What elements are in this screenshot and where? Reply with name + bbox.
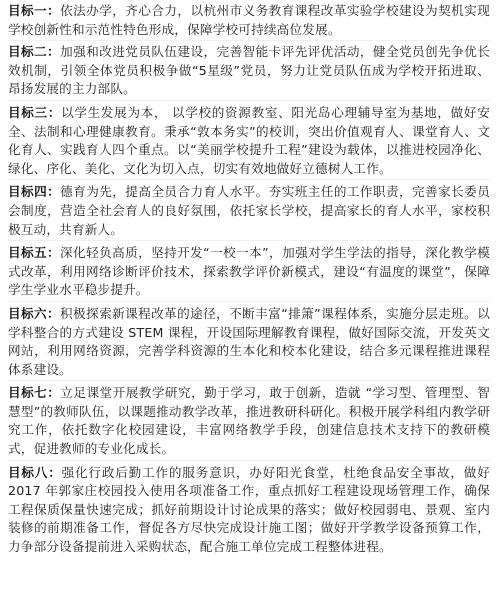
goal-6-text: 积极探索新课程改革的途径，不断丰富“排箫”课程体系，实施分层走班。以学科整合的方式建设 STEM 课程，开设国际理解教育课程，做好国际交流，开发英文网站，利用网络资源，完善学科资源的生本化和校本化建设，结合多元课程推进课程体系建设。 [8, 305, 490, 377]
goal-5 [8, 244, 490, 302]
goal-4-text: 德育为先，提高全员合力育人水平。夯实班主任的工作职责，完善家长委员会制度，营造全社会育人的良好氛围，依托家长学校，提高家长的育人水平，家校积极互动，共育新人。 [8, 184, 490, 237]
goal-1 [8, 2, 490, 41]
goal-4-label: 目标四： [8, 184, 61, 200]
goal-3-label: 目标三： [8, 104, 62, 120]
goal-8-label: 目标八： [8, 464, 62, 480]
goal-6 [8, 305, 490, 381]
goal-5-label: 目标五： [8, 245, 61, 261]
goal-8 [8, 464, 490, 558]
goal-4 [8, 183, 490, 241]
goal-8-text: 强化行政后勤工作的服务意识，办好阳光食堂，杜绝食品安全事故，做好 2017 年郭家庄校园投入使用各项准备工作，重点抓好工程建设现场管理工作，确保工程保质保量快速完成；抓好前期设计讨论成果的落实；做好校园弱电、景观、室内装修的前期准备工作，督促各方尽快完成设计施工图；做好开学教学设备预算工作，力争部分设备提前进入采购状态，配合施工单位完成工程整体进程。 [8, 464, 490, 555]
goal-5-text: 深化轻负高质，坚持开发“一校一本”，加强对学生学法的指导，深化教学模式改革，利用网络诊断评价技术，探索教学评价新模式，建设“有温度的课堂”，保障学生学业水平稳步提升。 [8, 245, 490, 298]
goal-2-label: 目标二： [8, 44, 61, 60]
goal-3-text: 以学生发展为本， 以学校的资源教室、阳光岛心理辅导室为基地，做好安全、法制和心理健康教育。秉承“敦本务实”的校训，突出价值观育人、课堂育人、文化育人、实践育人四个重点。以“美丽学校提升工程”建设为载体，以推进校园净化、绿化、序化、美化、文化为切入点，切实有效地做好立德树人工作。 [8, 104, 490, 176]
goal-3 [8, 104, 490, 180]
goal-7-label: 目标七： [8, 385, 61, 401]
goal-2-text: 加强和改进党员队伍建设，完善智能卡评先评优活动，健全党员创先争优长效机制，引领全体党员积极争做“5星级”党员，努力让党员队伍成为学校开拓进取、昂扬发展的主力部队。 [8, 44, 490, 97]
goal-6-label: 目标六： [8, 305, 61, 321]
goal-1-text: 依法办学，齐心合力，以杭州市义务教育课程改革实验学校建设为契机实现学校创新性和示范性特色形成，保障学校可持续高位发展。 [8, 3, 490, 37]
goal-2 [8, 43, 490, 101]
goal-7 [8, 384, 490, 460]
goal-7-text: 立足课堂开展教学研究，勤于学习，敢于创新，造就 “学习型、管理型、智慧型”的教师队伍，以课题推动教学改革，推进教研科研化。积极开展学科组内教学研究工作，依托数字化校园建设，丰富网络教学手段，创建信息技术支持下的教研模式，促进教师的专业化成长。 [8, 385, 490, 457]
goal-1-label: 目标一： [8, 3, 61, 18]
